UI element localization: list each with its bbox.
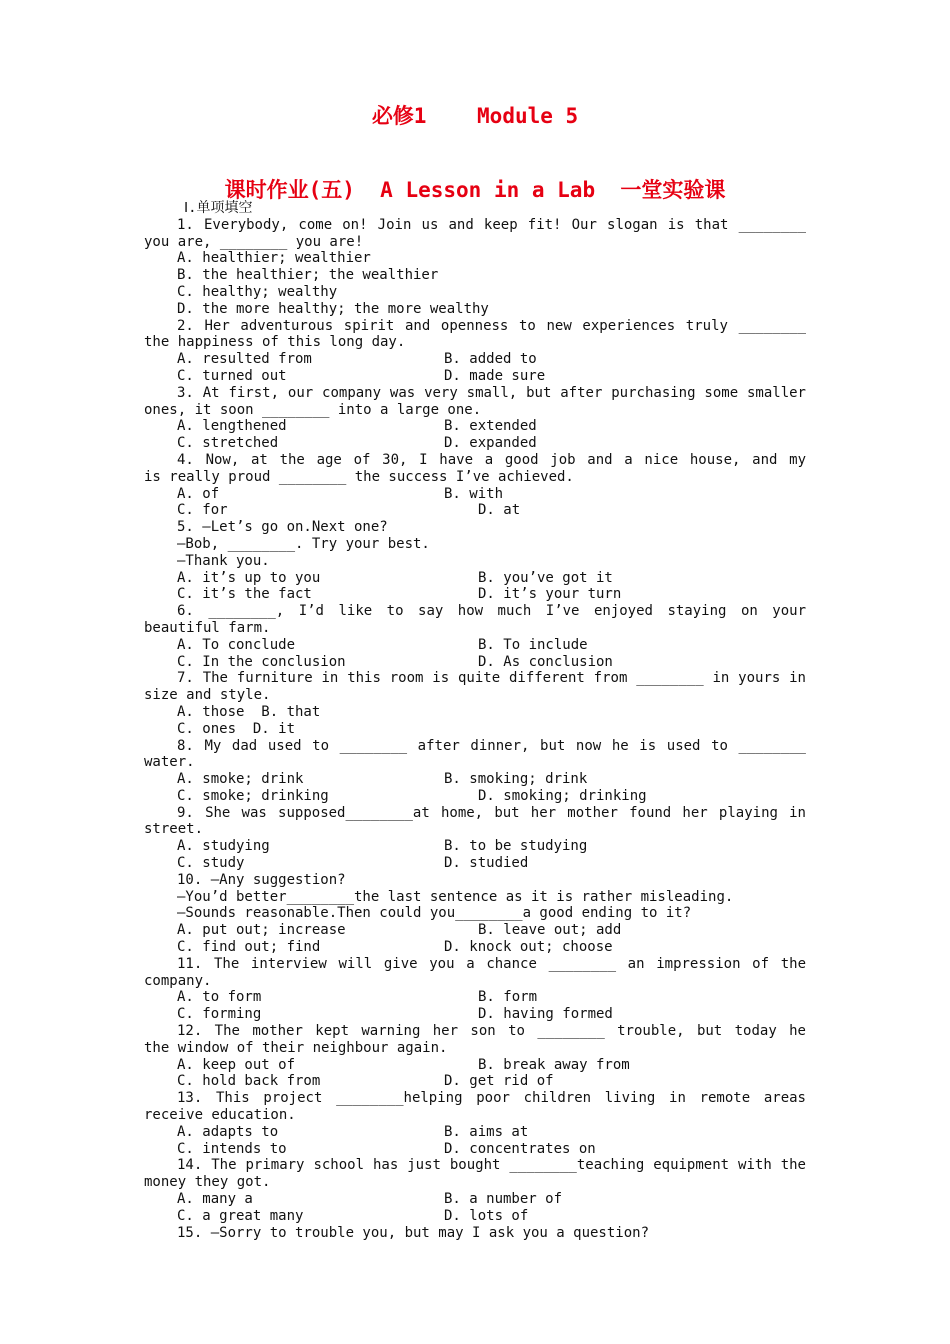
- question-stem-continued: street.: [144, 821, 204, 838]
- option-choice[interactable]: B. added to: [444, 351, 537, 368]
- option-row: [144, 1057, 806, 1074]
- option-choice[interactable]: A. studying: [177, 838, 270, 855]
- question-stem: 6. ________, I’d like to say how much I’ve enjoyed staying on your: [177, 603, 806, 620]
- option-choice[interactable]: A. To conclude: [177, 636, 296, 653]
- question-list: [144, 200, 806, 1241]
- option-choice[interactable]: D. it’s your turn: [478, 586, 622, 603]
- option-choice[interactable]: B. to be studying: [444, 838, 588, 855]
- option-choice[interactable]: D. having formed: [478, 1006, 613, 1023]
- question-item: [144, 603, 806, 670]
- question-item: [144, 1225, 806, 1242]
- question-stem-continued: —You’d better________the last sentence as it is rather misleading.: [177, 888, 734, 905]
- question-stem-continued: receive education.: [144, 1107, 296, 1124]
- question-item: [144, 805, 806, 872]
- option-choice[interactable]: C. a great many: [177, 1207, 304, 1224]
- question-item: [144, 519, 806, 603]
- question-item: [144, 217, 806, 318]
- page-title: 必修1 Module 5: [371, 104, 579, 128]
- question-stem-continued: —Sounds reasonable.Then could you________a good ending to it?: [177, 905, 692, 922]
- question-stem: 8. My dad used to ________ after dinner, but now he is used to ________: [177, 737, 806, 754]
- option-choice[interactable]: A. smoke; drink: [177, 771, 304, 788]
- option-row: [144, 301, 806, 318]
- question-item: [144, 1157, 806, 1224]
- option-choice[interactable]: A. lengthened: [177, 418, 287, 435]
- question-item: [144, 956, 806, 1023]
- option-choice[interactable]: C. stretched: [177, 435, 279, 452]
- question-stem: 5. —Let’s go on.Next one?: [177, 519, 388, 536]
- question-stem: 13. This project ________helping poor children living in remote areas: [177, 1090, 806, 1107]
- question-stem-continued: ones, it soon ________ into a large one.: [144, 401, 482, 418]
- option-choice[interactable]: B. smoking; drink: [444, 771, 588, 788]
- option-choice[interactable]: D. expanded: [444, 435, 537, 452]
- option-row: [144, 721, 806, 738]
- option-row: [144, 855, 806, 872]
- question-item: [144, 872, 806, 956]
- question-stem-continued: —Thank you.: [177, 552, 270, 569]
- option-row: [144, 989, 806, 1006]
- option-choice[interactable]: B. leave out; add: [478, 922, 622, 939]
- option-choice[interactable]: D. smoking; drinking: [478, 787, 647, 804]
- option-choice[interactable]: D. As conclusion: [478, 653, 613, 670]
- option-row: [144, 418, 806, 435]
- question-item: [144, 670, 806, 737]
- option-row: [144, 368, 806, 385]
- option-choice[interactable]: B. extended: [444, 418, 537, 435]
- option-choice[interactable]: C. intends to: [177, 1140, 287, 1157]
- option-choice[interactable]: A. resulted from: [177, 351, 312, 368]
- option-choice[interactable]: D. the more healthy; the more wealthy: [177, 300, 489, 317]
- question-stem: 7. The furniture in this room is quite different from ________ in yours in: [177, 670, 806, 687]
- question-stem-continued: you are, ________ you are!: [144, 233, 364, 250]
- option-row: [144, 284, 806, 301]
- option-row: [144, 351, 806, 368]
- question-stem: 14. The primary school has just bought ________teaching equipment with the: [177, 1157, 806, 1174]
- option-row: [144, 704, 806, 721]
- option-choice[interactable]: A. many a: [177, 1191, 253, 1208]
- option-choice[interactable]: B. aims at: [444, 1123, 529, 1140]
- option-choice[interactable]: D. lots of: [444, 1207, 529, 1224]
- option-choice[interactable]: C. turned out: [177, 367, 287, 384]
- question-item: [144, 385, 806, 452]
- option-row: [144, 939, 806, 956]
- question-stem-continued: company.: [144, 972, 212, 989]
- option-choice[interactable]: C. smoke; drinking: [177, 787, 329, 804]
- option-choice[interactable]: A. put out; increase: [177, 922, 346, 939]
- option-row: [144, 922, 806, 939]
- question-stem-continued: the happiness of this long day.: [144, 334, 406, 351]
- question-stem: 15. —Sorry to trouble you, but may I ask you a question?: [177, 1224, 650, 1241]
- option-choice[interactable]: B. with: [444, 485, 504, 502]
- option-choice[interactable]: B. To include: [478, 636, 588, 653]
- option-row: [144, 250, 806, 267]
- question-stem-continued: size and style.: [144, 687, 271, 704]
- question-item: [144, 318, 806, 385]
- option-row: [144, 788, 806, 805]
- option-choice[interactable]: D. studied: [444, 855, 529, 872]
- option-choice[interactable]: C. ones D. it: [177, 720, 296, 737]
- option-row: [144, 1073, 806, 1090]
- option-row: [144, 637, 806, 654]
- option-choice[interactable]: C. find out; find: [177, 939, 321, 956]
- question-stem-continued: the window of their neighbour again.: [144, 1039, 448, 1056]
- option-choice[interactable]: C. hold back from: [177, 1073, 321, 1090]
- option-choice[interactable]: C. healthy; wealthy: [177, 283, 338, 300]
- question-stem: 1. Everybody, come on! Join us and keep fit! Our slogan is that ________: [177, 216, 806, 233]
- option-choice[interactable]: D. knock out; choose: [444, 939, 613, 956]
- question-stem-continued: water.: [144, 754, 195, 771]
- option-row: [144, 1006, 806, 1023]
- question-stem: 12. The mother kept warning her son to ________ trouble, but today he: [177, 1023, 806, 1040]
- section-label: Ⅰ.单项填空: [184, 200, 253, 216]
- question-item: [144, 1023, 806, 1090]
- option-choice[interactable]: D. made sure: [444, 367, 546, 384]
- option-choice[interactable]: A. keep out of: [177, 1056, 296, 1073]
- question-stem: 10. —Any suggestion?: [177, 871, 346, 888]
- question-item: [144, 452, 806, 519]
- option-choice[interactable]: A. of: [177, 485, 220, 502]
- option-choice[interactable]: C. it’s the fact: [177, 586, 312, 603]
- option-choice[interactable]: B. the healthier; the wealthier: [177, 267, 439, 284]
- question-item: [144, 738, 806, 805]
- option-row: [144, 1208, 806, 1225]
- option-row: [144, 771, 806, 788]
- option-choice[interactable]: B. you’ve got it: [478, 569, 613, 586]
- question-stem-continued: —Bob, ________. Try your best.: [177, 535, 430, 552]
- question-stem: 11. The interview will give you a chance ________ an impression of the: [177, 955, 806, 972]
- option-row: [144, 1141, 806, 1158]
- option-row: [144, 435, 806, 452]
- question-stem: 4. Now, at the age of 30, I have a good job and a nice house, and my: [177, 451, 806, 468]
- option-row: [144, 502, 806, 519]
- option-choice[interactable]: A. to form: [177, 989, 262, 1006]
- option-choice[interactable]: B. break away from: [478, 1056, 630, 1073]
- question-item: [144, 1090, 806, 1157]
- option-row: [144, 838, 806, 855]
- option-choice[interactable]: C. In the conclusion: [177, 653, 346, 670]
- option-choice[interactable]: B. a number of: [444, 1191, 563, 1208]
- option-row: [144, 486, 806, 503]
- option-row: [144, 570, 806, 587]
- option-choice[interactable]: C. for: [177, 502, 228, 519]
- question-stem: 9. She was supposed________at home, but her mother found her playing in: [177, 804, 806, 821]
- option-choice[interactable]: D. concentrates on: [444, 1140, 596, 1157]
- option-choice[interactable]: A. it’s up to you: [177, 569, 321, 586]
- option-row: [144, 586, 806, 603]
- option-row: [144, 654, 806, 671]
- question-stem-continued: beautiful farm.: [144, 619, 271, 636]
- option-choice[interactable]: A. those B. that: [177, 703, 321, 720]
- question-stem-continued: money they got.: [144, 1174, 271, 1191]
- option-row: [144, 267, 806, 284]
- option-choice[interactable]: C. study: [177, 855, 245, 872]
- option-choice[interactable]: D. get rid of: [444, 1073, 554, 1090]
- option-choice[interactable]: A. healthier; wealthier: [177, 250, 371, 267]
- option-choice[interactable]: A. adapts to: [177, 1123, 279, 1140]
- option-row: [144, 1124, 806, 1141]
- question-stem: 2. Her adventurous spirit and openness to new experiences truly ________: [177, 317, 806, 334]
- option-choice[interactable]: B. form: [478, 989, 538, 1006]
- option-choice[interactable]: C. forming: [177, 1006, 262, 1023]
- question-stem-continued: is really proud ________ the success I’ve achieved.: [144, 468, 574, 485]
- option-choice[interactable]: D. at: [478, 502, 521, 519]
- option-row: [144, 1191, 806, 1208]
- page-subtitle: 课时作业(五) A Lesson in a Lab 一堂实验课: [224, 178, 726, 202]
- question-stem: 3. At first, our company was very small, but after purchasing some smaller: [177, 384, 806, 401]
